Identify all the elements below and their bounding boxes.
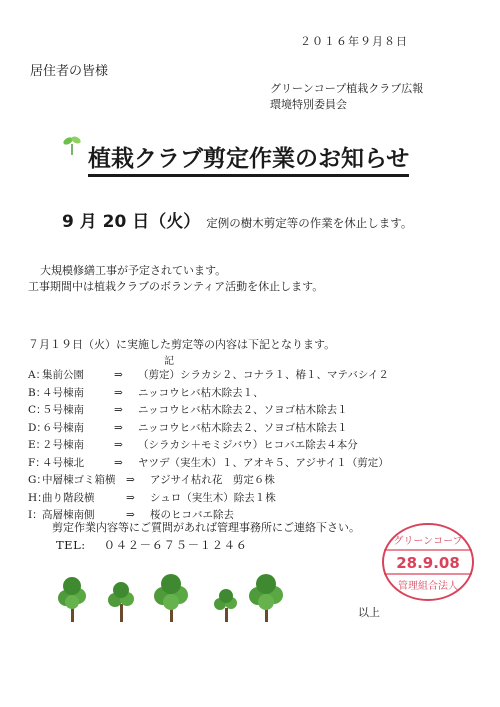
tree-icon	[154, 574, 188, 622]
contact-text: 剪定作業内容等にご質問があれば管理事務所にご連絡下さい。	[52, 521, 360, 534]
tree-icon	[108, 582, 134, 622]
tel-label: TEL:	[56, 538, 86, 552]
item-code: B：	[28, 386, 47, 399]
list-item	[28, 490, 389, 508]
item-code: A：	[28, 369, 47, 381]
item-location: ６号棟南	[42, 421, 84, 434]
item-detail: アジサイ枯れ花 剪定６株	[150, 474, 275, 486]
closing-text: 以上	[358, 606, 380, 619]
arrow-icon: ⇒	[114, 439, 123, 451]
stamp-date: 28.9.08	[396, 554, 460, 572]
sprout-icon	[62, 134, 82, 160]
list-item	[28, 455, 389, 473]
arrow-icon: ⇒	[126, 474, 135, 486]
item-location: 集前公園	[42, 369, 84, 381]
tree-icon	[58, 577, 86, 622]
item-location: 曲り階段横	[42, 491, 95, 504]
item-location: ５号棟南	[42, 404, 84, 416]
date-stamp	[372, 518, 476, 604]
item-detail: ニッコウヒバ枯木除去１、	[138, 386, 264, 399]
tree-icon	[214, 589, 237, 622]
telephone	[56, 537, 248, 553]
list-item	[28, 437, 389, 455]
organization-line-1: グリーンコープ植栽クラブ広報	[270, 82, 424, 95]
organization-line-2: 環境特別委員会	[270, 98, 347, 111]
tel-number: ０４２－６７５－１２４６	[103, 538, 248, 552]
item-location: 中層棟ゴミ箱横	[42, 474, 116, 486]
item-detail: ニッコウヒバ枯木除去２、ソヨゴ枯木除去１	[138, 421, 348, 434]
item-detail: シュロ（実生木）除去１株	[150, 491, 276, 504]
stamp-line-2: 管理組合法人	[398, 581, 458, 592]
item-code: E：	[28, 439, 47, 451]
page-title: 植栽クラブ剪定作業のお知らせ	[88, 140, 409, 177]
list-item	[28, 402, 389, 420]
arrow-icon: ⇒	[126, 509, 135, 521]
suspension-date: 9 月 20 日（火）	[62, 212, 201, 232]
document-date: ２０１６年９月８日	[300, 35, 408, 48]
work-list	[28, 367, 389, 525]
item-location: ４号棟南	[42, 386, 84, 399]
item-detail: ヤツデ（実生木）１、アオキ５、アジサイ１（剪定）	[138, 456, 389, 469]
arrow-icon: ⇒	[126, 491, 135, 504]
arrow-icon: ⇒	[114, 404, 123, 416]
item-code: F：	[28, 456, 46, 469]
item-location: ２号棟南	[42, 439, 84, 451]
list-item	[28, 385, 389, 403]
list-item	[28, 420, 389, 438]
item-code: H：	[28, 491, 48, 504]
notice-line-1: 大規模修繕工事が予定されています。	[40, 264, 227, 277]
notice-line-2: 工事期間中は植栽クラブのボランティア活動を休止します。	[28, 280, 324, 293]
item-detail: （剪定）シラカシ２、コナラ１、椿１、マテバシイ２	[138, 369, 389, 381]
item-code: D：	[28, 421, 47, 434]
main-notice	[62, 207, 412, 232]
greeting: 居住者の皆様	[30, 64, 109, 79]
item-location: 高層棟南側	[42, 509, 95, 521]
item-code: C：	[28, 404, 47, 416]
arrow-icon: ⇒	[114, 456, 123, 469]
item-code: G：	[28, 474, 47, 486]
item-location: ４号棟北	[42, 456, 84, 469]
item-detail: ニッコウヒバ枯木除去２、ソヨゴ枯木除去１	[138, 404, 348, 416]
stamp-line-1: グリーンコープ	[393, 536, 463, 547]
trees-illustration	[58, 574, 318, 624]
list-item	[28, 367, 389, 385]
item-code: I：	[28, 509, 43, 521]
item-detail: （シラカシ＋モミジバウ）ヒコバエ除去４本分	[138, 439, 358, 451]
arrow-icon: ⇒	[114, 421, 123, 434]
ki-label: 記	[164, 356, 174, 367]
item-detail: 桜のヒコバエ除去	[150, 509, 234, 521]
intro-text: ７月１９日（火）に実施した剪定等の内容は下記となります。	[28, 338, 336, 351]
arrow-icon: ⇒	[114, 369, 123, 381]
suspension-text: 定例の樹木剪定等の作業を休止します。	[206, 216, 413, 230]
tree-icon	[249, 574, 283, 622]
list-item	[28, 472, 389, 490]
arrow-icon: ⇒	[114, 386, 123, 399]
